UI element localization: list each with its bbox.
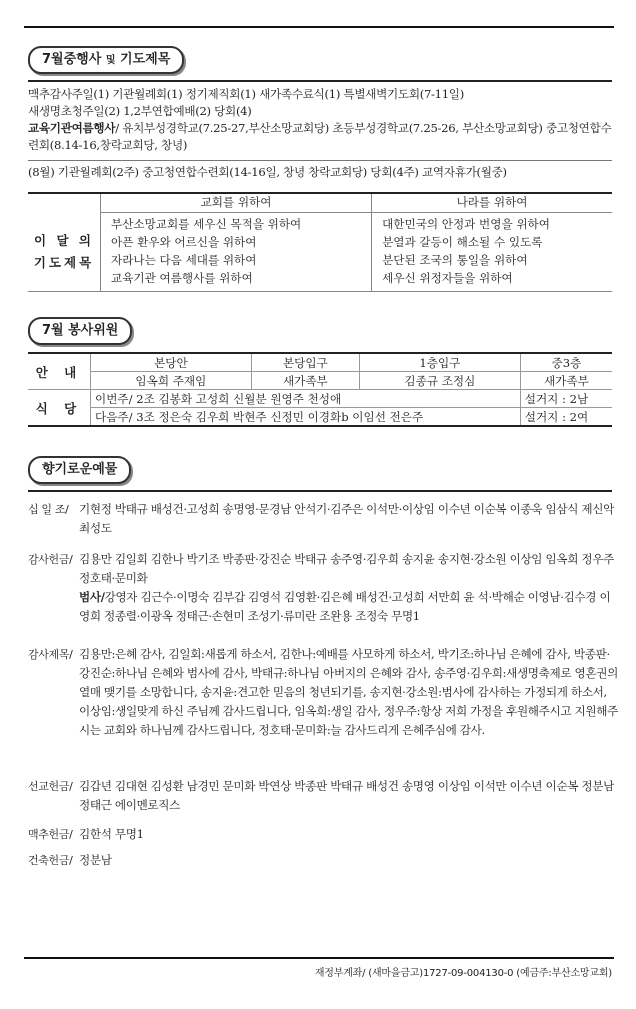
- list-item: 대한민국의 안정과 번영을 위하여: [382, 217, 550, 231]
- divider: [28, 490, 612, 492]
- thanks-names: 김용만 김일회 김한나 박기조 박종판·강진순 박태규 송주영·김우희 송지윤 송지현·강소원 이상임 임옥희 정우주 정호태·문미화: [79, 552, 614, 585]
- edu-text: / 유치부성경학교(7.25-27,부산소망교회당) 초등부성경학교(7.25-26, 부산소망교회당) 중고청연합수련회(8.14-16,창락교회당, 창녕): [28, 121, 612, 152]
- next-week-label: 다음주/: [95, 409, 133, 424]
- this-week-names: 2조 김봉화 고성희 신월분 원영주 천성애: [136, 391, 342, 406]
- church-prayer-list: [101, 213, 372, 292]
- nation-header: 나라를 위하여: [372, 193, 612, 213]
- guide-value: 임옥희 주재임: [91, 372, 252, 390]
- bank-account-footer: 재정부계좌/ (새마을금고)1727-09-004130-0 (예금주:부산소망교회): [314, 968, 612, 979]
- next-week-names: 3조 정은숙 김우희 박현주 신정민 이경화b 이임선 전은주: [136, 409, 424, 424]
- church-header: 교회를 위하여: [101, 193, 372, 213]
- tithe-entry: [28, 500, 618, 538]
- service-header: 본당입구: [251, 353, 359, 372]
- service-header: 1층입구: [359, 353, 520, 372]
- nation-prayer-list: [372, 213, 612, 292]
- bottom-rule: [24, 957, 614, 959]
- list-item: 분단된 조국의 통일을 위하여: [382, 253, 528, 267]
- thanks-entry: [28, 550, 618, 626]
- tithe-label: 십 일 조/: [28, 503, 69, 516]
- law-names: 강영자 김근수·이명숙 김부갑 김영석 김영환·김은혜 배성건·고성희 서만희 윤 석·박해순 이영남·김수경 이영희 정종렬·이광옥 정태근·손현미 조성기·류미란 조완용 조정숙 무명1: [79, 590, 611, 623]
- prayer-table: [28, 192, 612, 292]
- building-label: 건축헌금/: [28, 854, 73, 867]
- mission-label: 선교헌금/: [28, 780, 73, 793]
- next-week-meal: [91, 408, 521, 427]
- this-week-label: 이번주/: [95, 391, 133, 406]
- harvest-entry: [28, 825, 618, 844]
- law-entry: [79, 588, 618, 626]
- guide-label: 안 내: [28, 353, 91, 390]
- edu-events: [28, 120, 612, 154]
- list-item: 세우신 위정자들을 위하여: [382, 271, 513, 285]
- thanks-topic-text: 김용만:은혜 감사, 김일회:새롭게 하소서, 김한나:예배를 사모하게 하소서, 박기조:하나님 은혜에 감사, 박종판·강진순:하나님 은혜와 범사에 감사, 박태규:하나님 아버지의 은혜와 감사, 송주영·김우희:새생명축제로 영혼권의 열매 맺기를 소망합니다, 송지윤:견고한 믿음의 청년되기를, 송지현·강소원:범사에 감사하는 가정되게 하소서, 이상임:생일맞게 하신 주님께 감사드립니다, 임옥희:생일 감사, 정우주:항상 저희 가정을 후원해주시고 지원해주시는 교회와 하나님께 감사드립니다, 정호태·문미화:늘 감사드리게 은혜주심에 감사.: [79, 647, 618, 737]
- events-block: [28, 86, 612, 154]
- service-header: 본당안: [91, 353, 252, 372]
- thanks-topic-label: 감사제목/: [28, 648, 73, 661]
- list-item: 자라나는 다음 세대를 위하여: [111, 253, 257, 267]
- divider: [28, 80, 612, 82]
- mission-entry: [28, 777, 618, 815]
- mission-names: 김갑년 김대현 김성환 남경민 문미화 박연상 박종판 박태규 배성건 송명영 이상임 이석만 이수년 이순복 정분남 정태근 에이멘로직스: [79, 779, 614, 812]
- building-entry: [28, 851, 618, 870]
- prayer-label-2: 기도제목: [33, 254, 95, 270]
- events-line-1: 맥추감사주일(1) 기관월례회(1) 정기제직회(1) 새가족수료식(1) 특별새벽기도회(7-11일): [28, 87, 464, 101]
- edu-label: 교육기관여름행사: [28, 121, 116, 135]
- service-table: [28, 352, 612, 427]
- next-week-dish: 설거지 : 2여: [520, 408, 612, 427]
- list-item: 교육기관 여름행사를 위하여: [111, 271, 253, 285]
- title-small: 및: [105, 55, 116, 66]
- thanks-topic-entry: [28, 645, 618, 740]
- list-item: 부산소망교회를 세우신 목적을 위하여: [111, 217, 302, 231]
- section-title-events: [28, 46, 184, 74]
- prayer-label-1: 이 달 의: [34, 232, 94, 248]
- top-rule: [24, 26, 614, 28]
- law-label: 범사/: [79, 590, 105, 604]
- building-names: 정분남: [79, 853, 112, 867]
- guide-value: 김종규 조정심: [359, 372, 520, 390]
- thanks-label: 감사헌금/: [28, 553, 73, 566]
- guide-value: 새가족부: [520, 372, 612, 390]
- prayer-label: [28, 213, 101, 292]
- this-week-dish: 설거지 : 2남: [520, 390, 612, 408]
- meal-label: 식 당: [28, 390, 91, 427]
- title-main: 7월중행사: [42, 52, 102, 67]
- service-header: 중3층: [520, 353, 612, 372]
- harvest-label: 맥추헌금/: [28, 828, 73, 841]
- section-title-service: 7월 봉사위원: [28, 317, 132, 345]
- section-title-offerings: 향기로운예물: [28, 456, 131, 484]
- events-line-2: 새생명초청주일(2) 1,2부연합예배(2) 당회(4): [28, 104, 252, 118]
- list-item: 아픈 환우와 어르신을 위하여: [111, 235, 257, 249]
- harvest-names: 김한석 무명1: [79, 827, 144, 841]
- august-line: (8월) 기관월례회(2주) 중고청연합수련회(14-16일, 창녕 창락교회당) 당회(4주) 교역자휴가(월중): [28, 165, 507, 179]
- divider: [28, 160, 612, 161]
- this-week-meal: [91, 390, 521, 408]
- list-item: 분열과 갈등이 해소될 수 있도록: [382, 235, 543, 249]
- tithe-names: 기현정 박태규 배성건·고성희 송명영·문경남 안석기·김주은 이석만·이상임 이수년 이순복 이종욱 임삼식 제신악 최성도: [79, 502, 614, 535]
- guide-value: 새가족부: [251, 372, 359, 390]
- title-rest: 기도제목: [120, 52, 171, 67]
